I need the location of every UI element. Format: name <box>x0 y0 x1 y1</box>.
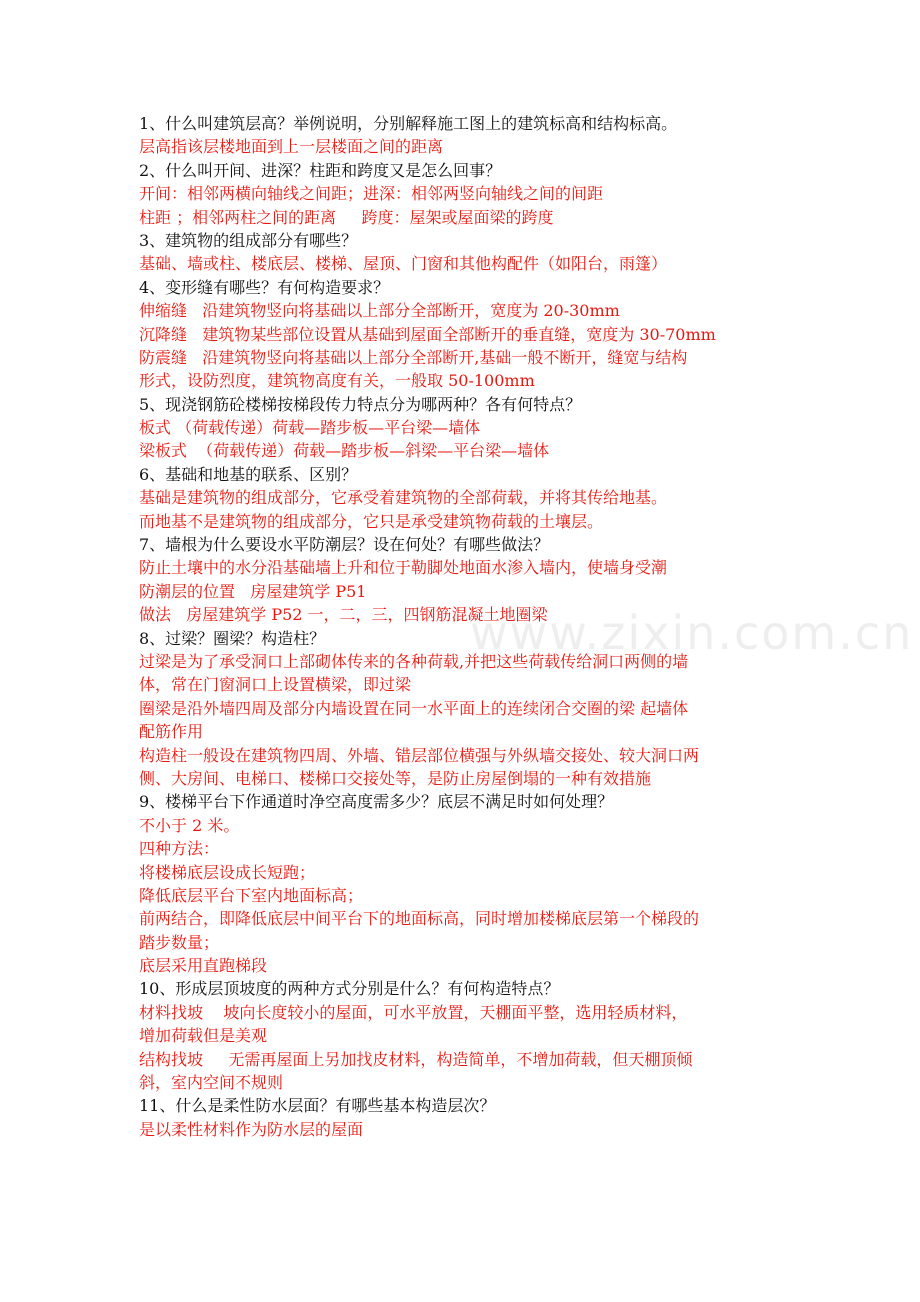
answer-line: 开间：相邻两横向轴线之间距；进深：相邻两竖向轴线之间的间距 <box>139 184 604 204</box>
question-line: 1、什么叫建筑层高？举例说明，分别解释施工图上的建筑标高和结构标高。 <box>139 114 678 133</box>
answer-line: 将楼梯底层设成长短跑； <box>139 862 316 882</box>
answer-line: 体，常在门窗洞口上设置横梁，即过梁 <box>139 675 412 695</box>
answer-line: 配筋作用 <box>139 722 204 742</box>
answer-line: 不小于 2 米。 <box>139 815 240 835</box>
watermark: www.zixin.com.cn <box>470 606 914 660</box>
answer-line: 侧、大房间、电梯口、楼梯口交接处等，是防止房屋倒塌的一种有效措施 <box>139 768 652 788</box>
question-line: 2、什么叫开间、进深？柱距和跨度又是怎么回事？ <box>139 160 502 180</box>
answer-line: 踏步数量； <box>139 932 220 952</box>
question-line: 6、基础和地基的联系、区别？ <box>139 464 358 484</box>
answer-line: 结构找坡 无需再屋面上另加找皮材料，构造简单，不增加荷载，但天棚顶倾 <box>139 1049 693 1069</box>
question-line: 8、过梁？圈梁？构造柱？ <box>139 628 326 648</box>
answer-line: 过梁是为了承受洞口上部砌体传来的各种荷载,并把这些荷载传给洞口两侧的墙 <box>139 651 689 671</box>
answer-line: 底层采用直跑梯段 <box>139 956 268 976</box>
answer-line: 形式，设防烈度，建筑物高度有关，一般取 50-100mm <box>139 371 535 391</box>
answer-line: 沉降缝 建筑物某些部位设置从基础到屋面全部断开的垂直缝，宽度为 30-70mm <box>139 324 716 344</box>
answer-line: 构造柱一般设在建筑物四周、外墙、错层部位横强与外纵墙交接处、较大洞口两 <box>139 745 700 765</box>
question-line: 3、建筑物的组成部分有哪些？ <box>139 230 358 250</box>
answer-line: 防止土壤中的水分沿基础墙上升和位于勒脚处地面水渗入墙内，使墙身受潮 <box>139 558 668 578</box>
question-line: 11、什么是柔性防水层面？有哪些基本构造层次？ <box>139 1096 496 1116</box>
answer-line: 是以柔性材料作为防水层的屋面 <box>139 1119 364 1139</box>
answer-line: 伸缩缝 沿建筑物竖向将基础以上部分全部断开，宽度为 20-30mm <box>139 301 620 321</box>
answer-line: 层高指该层楼地面到上一层楼面之间的距离 <box>139 137 444 157</box>
answer-line: 四种方法： <box>139 839 220 859</box>
question-line: 4、变形缝有哪些？有何构造要求？ <box>139 277 390 297</box>
answer-line: 梁板式 （荷载传递）荷载—踏步板—斜梁—平台梁—墙体 <box>139 441 550 461</box>
answer-line: 增加荷载但是美观 <box>139 1026 268 1046</box>
question-line: 7、墙根为什么要设水平防潮层？设在何处？有哪些做法？ <box>139 535 550 555</box>
answer-line: 防潮层的位置 房屋建筑学 P51 <box>139 581 367 601</box>
question-line: 10、形成层顶坡度的两种方式分别是什么？有何构造特点？ <box>139 979 560 999</box>
document-body <box>139 112 799 1141</box>
answer-line: 柱距 ；相邻两柱之间的距离 跨度：屋架或屋面梁的跨度 <box>139 207 554 227</box>
answer-line: 材料找坡 坡向长度较小的屋面，可水平放置，天棚面平整，选用轻质材料， <box>139 1002 688 1022</box>
answer-line: 降低底层平台下室内地面标高； <box>139 885 364 905</box>
question-line: 9、楼梯平台下作通道时净空高度需多少？底层不满足时如何处理？ <box>139 792 614 812</box>
answer-line: 而地基不是建筑物的组成部分，它只是承受建筑物荷载的土壤层。 <box>139 511 604 531</box>
answer-line: 圈梁是沿外墙四周及部分内墙设置在同一水平面上的连续闭合交圈的梁 起墙体 <box>139 698 689 718</box>
answer-line: 基础、墙或柱、楼底层、楼梯、屋顶、门窗和其他构配件（如阳台，雨篷） <box>139 254 668 274</box>
answer-line: 做法 房屋建筑学 P52 一，二，三，四钢筋混凝土地圈梁 <box>139 605 548 625</box>
answer-line: 板式 （荷载传递）荷载—踏步板—平台梁—墙体 <box>139 418 481 438</box>
answer-line: 前两结合，即降低底层中间平台下的地面标高，同时增加楼梯底层第一个梯段的 <box>139 909 700 929</box>
question-line: 5、现浇钢筋砼楼梯按梯段传力特点分为哪两种？各有何特点？ <box>139 394 582 414</box>
answer-line: 基础是建筑物的组成部分，它承受着建筑物的全部荷载，并将其传给地基。 <box>139 488 668 508</box>
answer-line: 斜，室内空间不规则 <box>139 1073 284 1093</box>
answer-line: 防震缝 沿建筑物竖向将基础以上部分全部断开,基础一般不断开，缝宽与结构 <box>139 347 688 367</box>
